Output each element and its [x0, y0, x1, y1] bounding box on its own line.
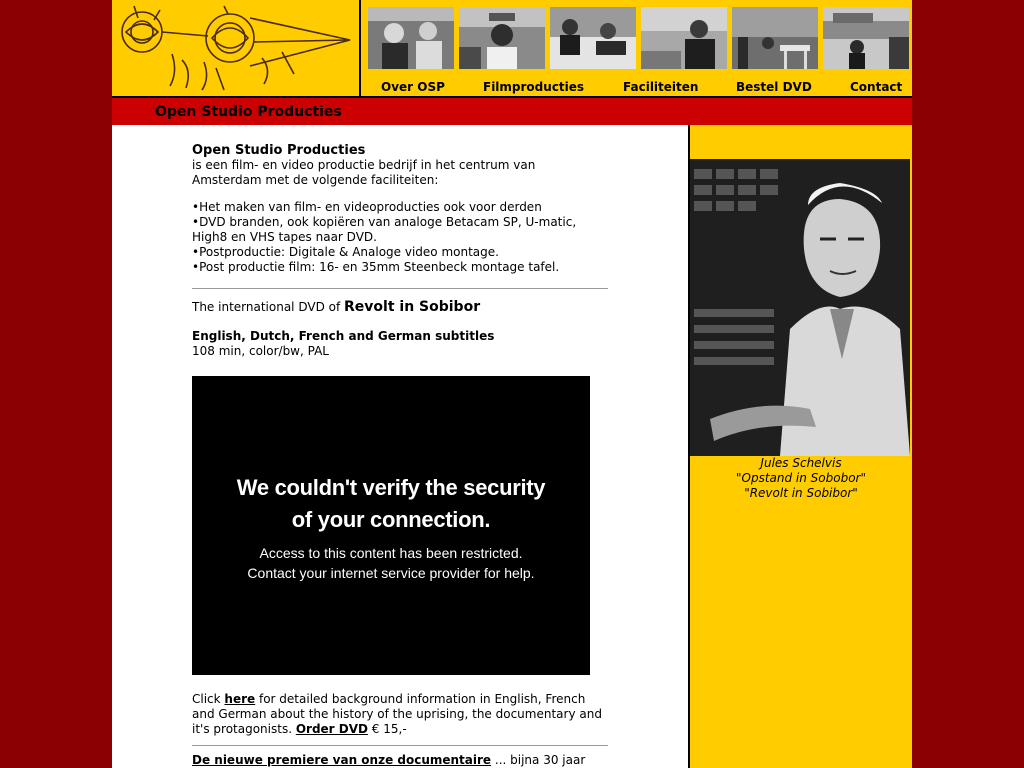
film-still-4-image — [641, 7, 727, 69]
video-embed[interactable] — [192, 376, 590, 675]
video-error-heading — [192, 472, 590, 536]
facility-item: •Postproductie: Digitale & Analoge video montage. — [192, 245, 499, 259]
video-error-heading-line: We couldn't verify the security — [236, 475, 546, 500]
divider — [192, 288, 608, 289]
video-error-heading-line: of your connection. — [291, 507, 491, 532]
premiere-line — [192, 753, 608, 768]
osp-logo[interactable] — [112, 0, 359, 96]
background-info-paragraph — [192, 692, 608, 737]
page-container — [112, 0, 912, 768]
portrait-jules-schelvis-icon — [690, 159, 910, 456]
film-still-1-image — [368, 7, 454, 69]
divider — [192, 745, 608, 746]
dvd-price: € 15,- — [367, 722, 407, 736]
film-still-6-image — [823, 7, 909, 69]
dvd-subtitles: English, Dutch, French and German subtitles — [192, 329, 495, 343]
dvd-info: 108 min, color/bw, PAL — [192, 344, 329, 358]
sidebar — [690, 125, 912, 768]
video-error-message — [192, 543, 590, 583]
caption-line: Jules Schelvis — [760, 456, 842, 470]
film-still-3-image — [550, 7, 636, 69]
film-still-6[interactable] — [823, 7, 909, 69]
film-still-5-image — [732, 7, 818, 69]
dvd-title: Revolt in Sobibor — [344, 299, 481, 315]
premiere-rest: ... bijna 30 jaar — [491, 753, 586, 767]
facility-item: •Post productie film: 16- en 35mm Steenbeck montage tafel. — [192, 260, 560, 274]
info-text: Click — [192, 692, 225, 706]
film-still-2-image — [459, 7, 545, 69]
film-still-5[interactable] — [732, 7, 818, 69]
header-nav-area — [361, 0, 912, 96]
order-dvd-link[interactable]: Order DVD — [295, 722, 368, 736]
caption-line: "Opstand in Sobobor" — [735, 471, 866, 485]
film-still-4[interactable] — [641, 7, 727, 69]
main-content — [192, 143, 608, 768]
video-error-message-line: Contact your internet service provider for help. — [247, 565, 535, 581]
video-error-message-line: Access to this content has been restricted. — [259, 545, 523, 561]
portrait-caption — [690, 456, 912, 501]
here-link[interactable]: here — [224, 692, 256, 706]
nav-over-osp[interactable]: Over OSP — [381, 80, 445, 94]
facility-item: •Het maken van film- en videoproducties ook voor derden — [192, 200, 542, 214]
caption-line: "Revolt in Sobibor" — [744, 486, 858, 500]
site-title: Open Studio Producties — [155, 104, 342, 120]
nav-bestel-dvd[interactable]: Bestel DVD — [736, 80, 812, 94]
nav-contact[interactable]: Contact — [850, 80, 903, 94]
facility-item: •DVD branden, ook kopiëren van analoge Betacam SP, U-matic, High8 en VHS tapes naar DVD. — [192, 215, 577, 244]
premiere-title: De nieuwe premiere van onze documentaire — [192, 753, 492, 767]
logo-drawing-icon — [112, 0, 359, 96]
nav-filmproducties[interactable]: Filmproducties — [483, 80, 585, 94]
film-still-3[interactable] — [550, 7, 636, 69]
dvd-prefix: The international DVD of — [192, 300, 345, 314]
nav-faciliteiten[interactable]: Faciliteiten — [623, 80, 699, 94]
film-still-2[interactable] — [459, 7, 545, 69]
portrait-image — [690, 159, 910, 456]
intro-text: is een film- en video productie bedrijf in het centrum van Amsterdam met de volgende faciliteiten: — [192, 158, 536, 187]
info-text: for detailed background information in English, French and German about the history of the uprising, the documentary and it's protagonists. — [192, 692, 602, 736]
dvd-heading — [192, 300, 608, 315]
facility-list — [192, 200, 608, 275]
film-still-1[interactable] — [368, 7, 454, 69]
intro-title: Open Studio Producties — [192, 143, 366, 158]
